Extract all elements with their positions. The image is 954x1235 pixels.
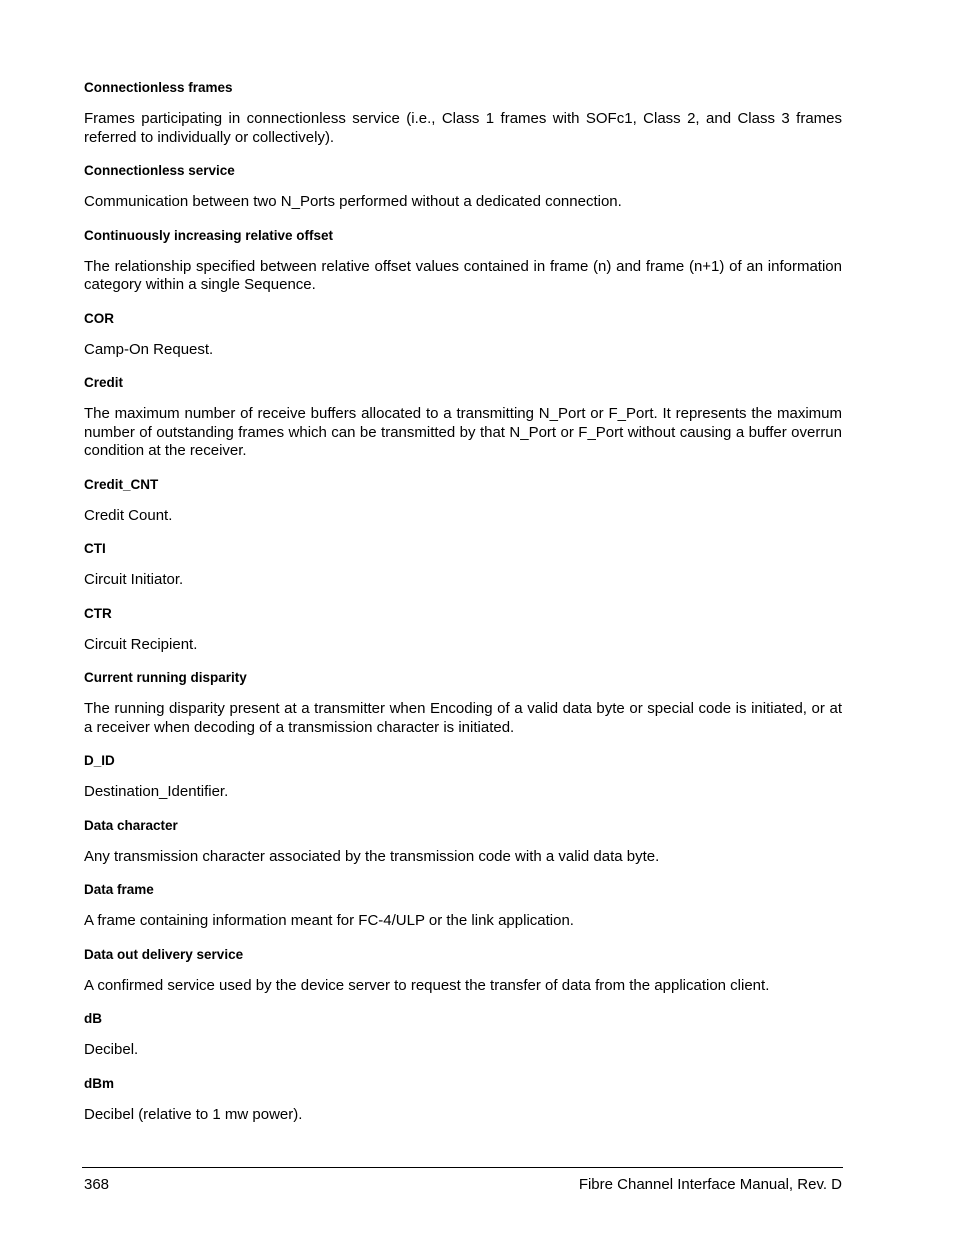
- glossary-term: Credit: [84, 375, 124, 390]
- glossary-definition: Circuit Recipient.: [84, 635, 198, 653]
- glossary-term: Data frame: [84, 882, 154, 897]
- glossary-entry: [84, 1011, 842, 1060]
- glossary-definition: A confirmed service used by the device server to request the transfer of data from the application client.: [84, 976, 770, 994]
- glossary-term: dBm: [84, 1075, 114, 1091]
- glossary-definition: Communication between two N_Ports performed without a dedicated connection.: [84, 193, 622, 210]
- glossary-entry: [84, 670, 842, 737]
- glossary-term: Credit_CNT: [84, 476, 159, 492]
- glossary-term: D_ID: [84, 753, 115, 768]
- glossary-entry: [84, 606, 842, 655]
- glossary-entry: [84, 818, 842, 867]
- glossary-term: CTR: [84, 605, 112, 621]
- glossary-term: Connectionless service: [84, 163, 235, 178]
- page-footer: [82, 1167, 843, 1193]
- glossary-definition: Credit Count.: [84, 506, 173, 524]
- glossary-definition: A frame containing information meant for FC-4/ULP or the link application.: [84, 912, 574, 929]
- glossary-definition: Any transmission character associated by the transmission code with a valid data byte.: [84, 847, 660, 865]
- glossary-term: dB: [84, 1011, 102, 1026]
- glossary-definition: Destination_Identifier.: [84, 783, 229, 800]
- glossary-definition: The running disparity present at a transmitter when Encoding of a valid data byte or special code is initiated, or at a receiver when decoding of a transmission character is initiated.: [84, 700, 842, 736]
- glossary-definition: Decibel (relative to 1 mw power).: [84, 1105, 303, 1123]
- glossary-term: CTI: [84, 541, 106, 556]
- glossary-definition: Decibel.: [84, 1041, 139, 1058]
- glossary-term: Connectionless frames: [84, 80, 233, 95]
- glossary-term: COR: [84, 310, 114, 326]
- glossary-entry: [84, 882, 842, 931]
- glossary-definition: Camp-On Request.: [84, 340, 214, 358]
- glossary-entry: [84, 163, 842, 212]
- glossary-definition: The relationship specified between relative offset values contained in frame (n) and frame (n+1) of an information category within a single Sequence.: [84, 257, 842, 293]
- glossary-entry: [84, 80, 842, 147]
- glossary-definition: Frames participating in connectionless service (i.e., Class 1 frames with SOFc1, Class 2, and Class 3 frames referred to individually or collectively).: [84, 110, 842, 146]
- glossary-term: Data out delivery service: [84, 946, 244, 962]
- glossary-term: Data character: [84, 817, 178, 833]
- glossary-entry: [84, 541, 842, 590]
- glossary-term: Continuously increasing relative offset: [84, 227, 334, 243]
- glossary-entry: [84, 753, 842, 802]
- glossary-entry: [84, 228, 842, 295]
- glossary-entry: [84, 947, 842, 996]
- manual-title: Fibre Channel Interface Manual, Rev. D: [578, 1176, 842, 1193]
- page-number: 368: [84, 1176, 110, 1193]
- glossary-definition: The maximum number of receive buffers allocated to a transmitting N_Port or F_Port. It represents the maximum number of outstanding frames which can be transmitted by that N_Port or F_Port without causing a buffer overrun condition at the receiver.: [84, 405, 842, 459]
- glossary-list: [84, 80, 842, 1140]
- glossary-definition: Circuit Initiator.: [84, 571, 184, 588]
- glossary-entry: [84, 311, 842, 360]
- glossary-term: Current running disparity: [84, 670, 247, 685]
- glossary-entry: [84, 375, 842, 461]
- glossary-entry: [84, 1076, 842, 1125]
- glossary-entry: [84, 477, 842, 526]
